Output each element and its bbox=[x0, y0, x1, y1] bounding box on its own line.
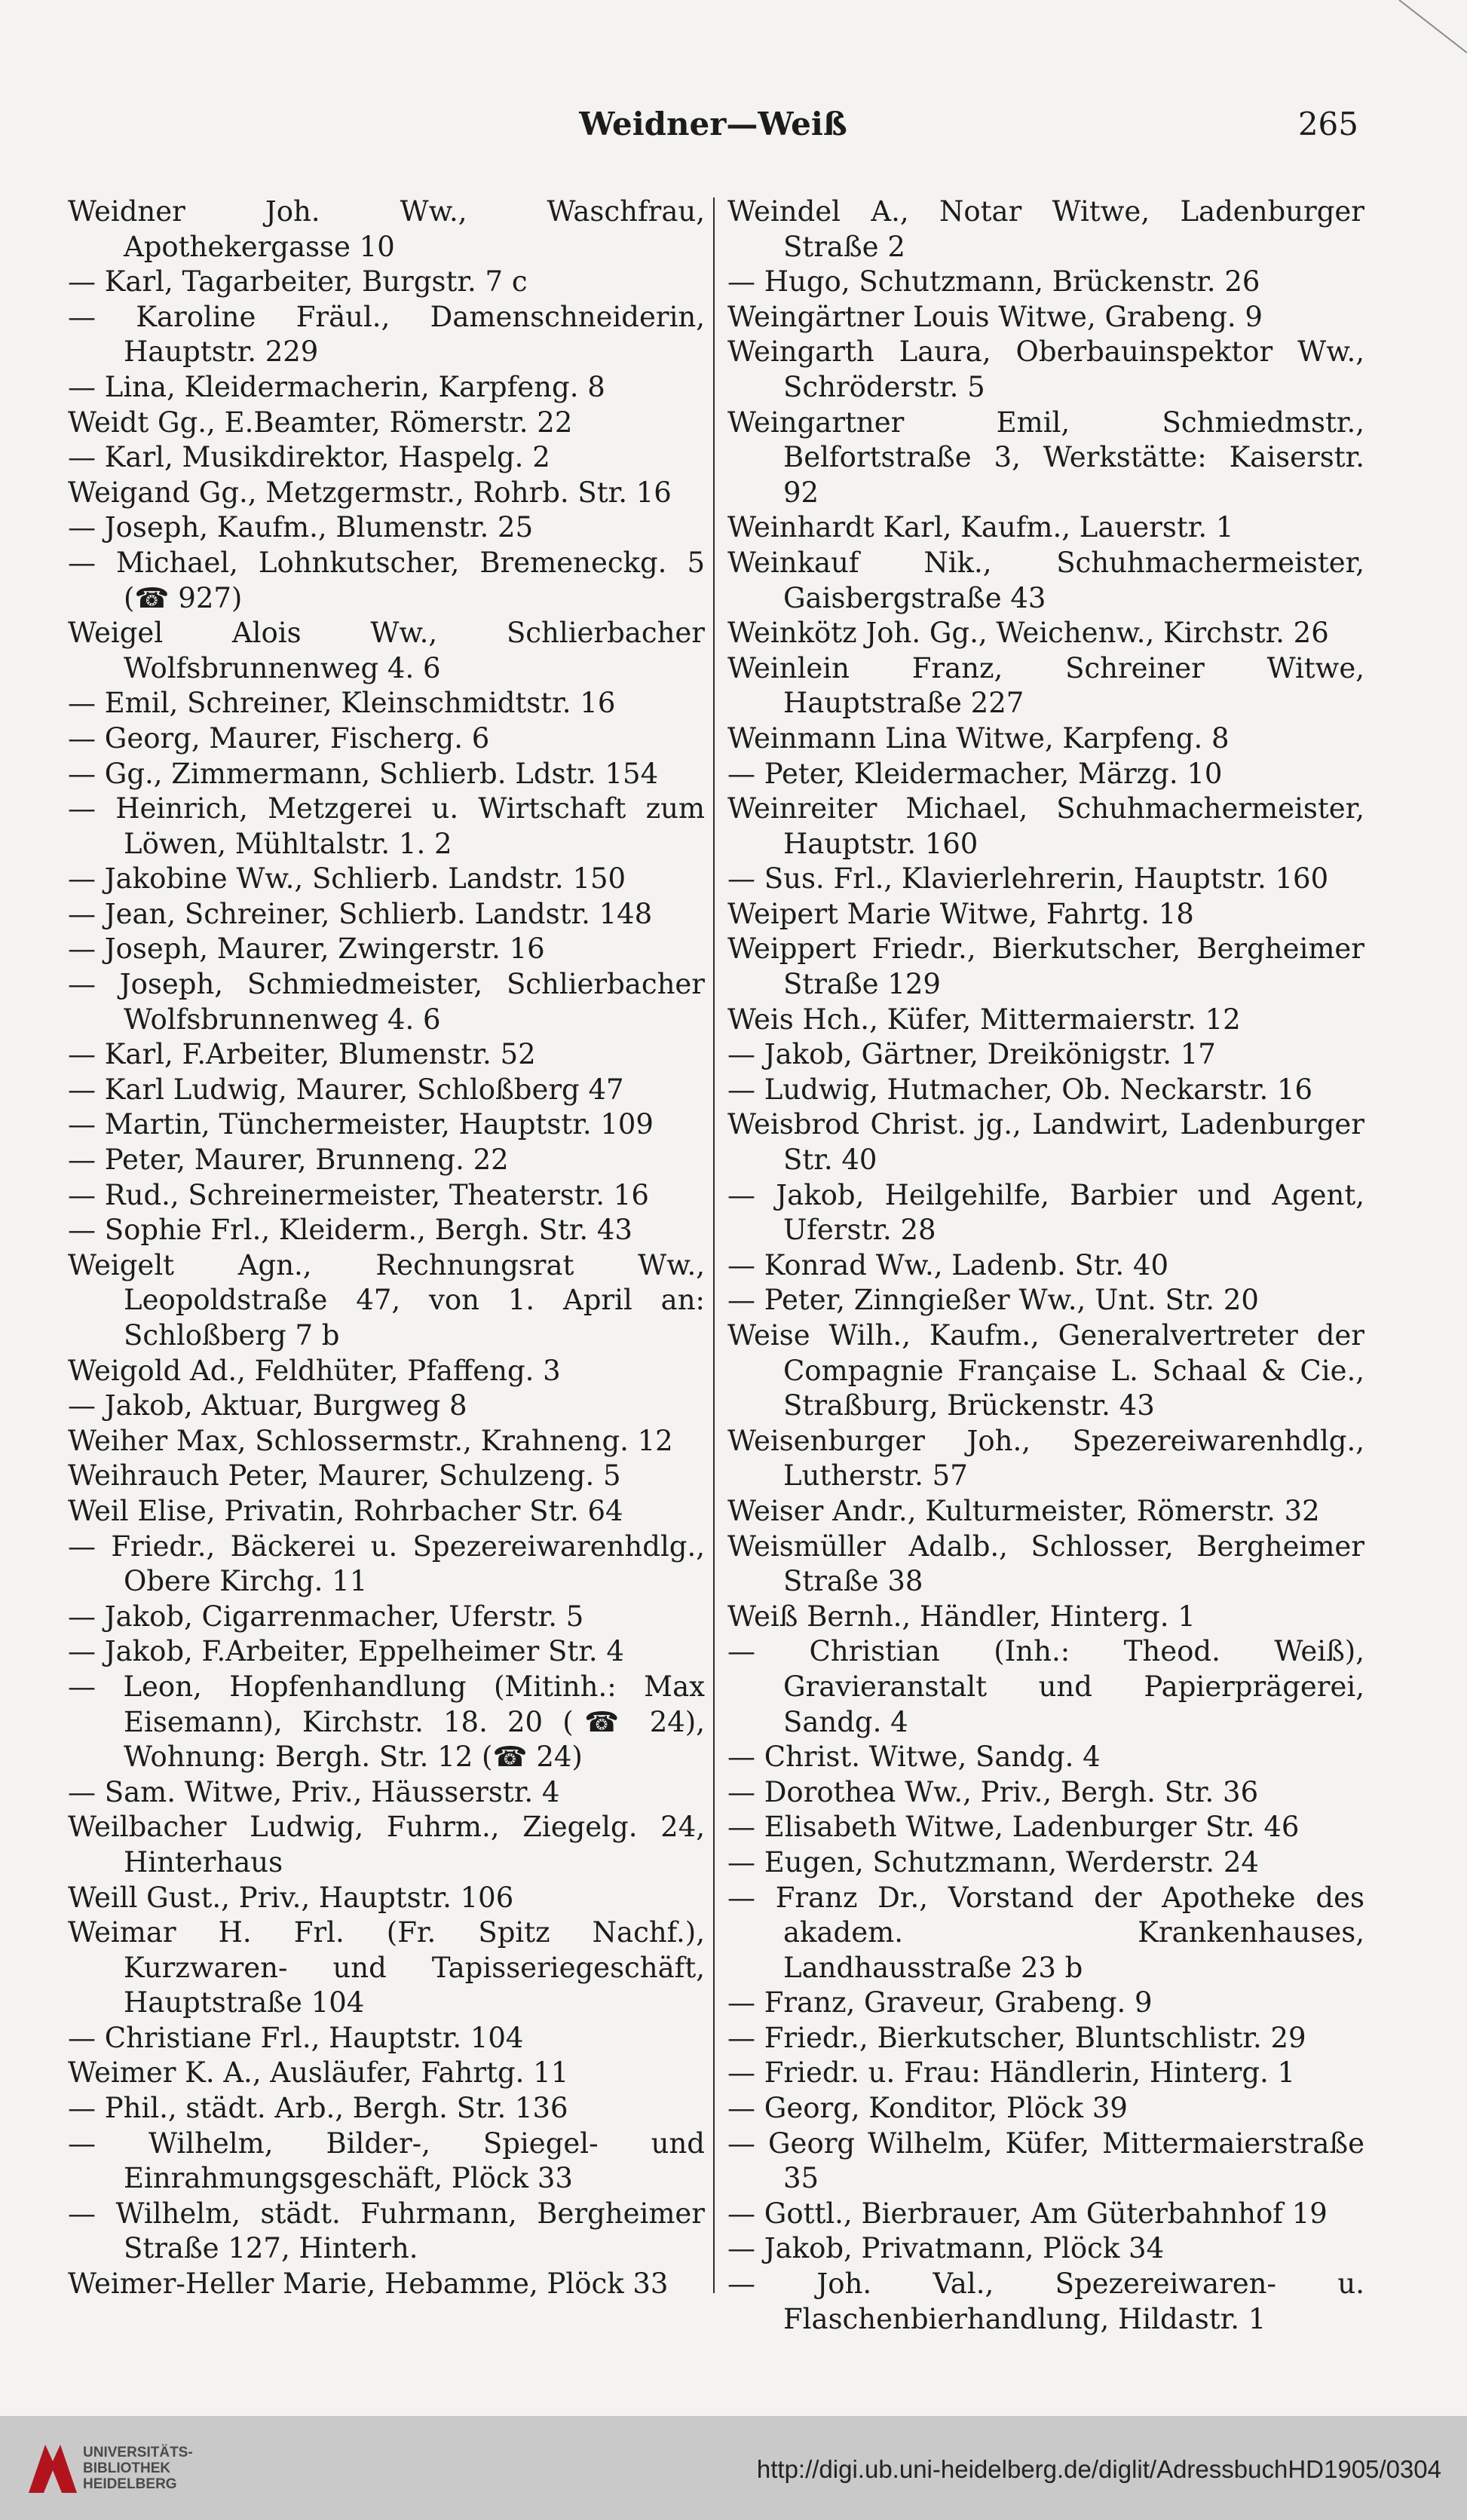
directory-entry: — Karl, Tagarbeiter, Burgstr. 7 c bbox=[68, 265, 528, 299]
directory-entry: — Karl, F.Arbeiter, Blumenstr. 52 bbox=[68, 1038, 536, 1071]
directory-entry: — Jakob, Gärtner, Dreikönigstr. 17 bbox=[727, 1038, 1216, 1071]
directory-entry: Weingarth Laura, Oberbauinspektor Ww., Schröderstr. 5 bbox=[727, 335, 1364, 403]
directory-entry: Weinkötz Joh. Gg., Weichenw., Kirchstr. 26 bbox=[727, 617, 1329, 650]
directory-entry: — Wilhelm, Bilder-, Spiegel- und Einrahmungsgeschäft, Plöck 33 bbox=[68, 2127, 705, 2195]
directory-entry: — Gottl., Bierbrauer, Am Güterbahnhof 19 bbox=[727, 2197, 1328, 2230]
directory-entry: — Jakob, F.Arbeiter, Eppelheimer Str. 4 bbox=[68, 1635, 624, 1668]
directory-entry: — Joh. Val., Spezereiwaren- u. Flaschenbierhandlung, Hildastr. 1 bbox=[727, 2267, 1364, 2335]
directory-entry: — Dorothea Ww., Priv., Bergh. Str. 36 bbox=[727, 1775, 1259, 1808]
directory-entry: Weinhardt Karl, Kaufm., Lauerstr. 1 bbox=[727, 511, 1234, 544]
directory-entry: — Rud., Schreinermeister, Theaterstr. 16 bbox=[68, 1178, 649, 1211]
directory-entry: Weimer-Heller Marie, Hebamme, Plöck 33 bbox=[68, 2267, 669, 2301]
directory-entry: — Joseph, Maurer, Zwingerstr. 16 bbox=[68, 932, 545, 966]
directory-entry: Weise Wilh., Kaufm., Generalvertreter der Compagnie Française L. Schaal & Cie., Straßburg, Brückenstr. 43 bbox=[727, 1319, 1364, 1422]
source-url-link[interactable]: http://digi.ub.uni-heidelberg.de/diglit/AdressbuchHD1905/0304 bbox=[756, 2455, 1441, 2483]
directory-entry: — Peter, Kleidermacher, Märzg. 10 bbox=[727, 757, 1223, 790]
directory-entry: — Heinrich, Metzgerei u. Wirtschaft zum Löwen, Mühltalstr. 1. 2 bbox=[68, 792, 705, 860]
directory-entry: Weiß Bernh., Händler, Hinterg. 1 bbox=[727, 1600, 1196, 1633]
directory-entry: — Jakob, Heilgehilfe, Barbier und Agent, Uferstr. 28 bbox=[727, 1178, 1364, 1247]
directory-entry: — Gg., Zimmermann, Schlierb. Ldstr. 154 bbox=[68, 757, 659, 790]
directory-entry: Weipert Marie Witwe, Fahrtg. 18 bbox=[727, 897, 1194, 930]
directory-entry: — Karl, Musikdirektor, Haspelg. 2 bbox=[68, 441, 550, 474]
directory-entry: — Christ. Witwe, Sandg. 4 bbox=[727, 1741, 1101, 1774]
directory-entry: — Jean, Schreiner, Schlierb. Landstr. 148 bbox=[68, 897, 653, 930]
library-name-line: UNIVERSITÄTS- bbox=[83, 2445, 193, 2460]
directory-entry: Weigel Alois Ww., Schlierbacher Wolfsbrunnenweg 4. 6 bbox=[68, 617, 705, 684]
directory-entry: Weigelt Agn., Rechnungsrat Ww., Leopoldstraße 47, von 1. April an: Schloßberg 7 b bbox=[68, 1248, 705, 1352]
directory-entry: Weilbacher Ludwig, Fuhrm., Ziegelg. 24, Hinterhaus bbox=[68, 1811, 705, 1879]
directory-entry: Weiser Andr., Kulturmeister, Römerstr. 32 bbox=[727, 1494, 1320, 1527]
directory-entry: — Hugo, Schutzmann, Brückenstr. 26 bbox=[727, 265, 1260, 299]
directory-entry: — Emil, Schreiner, Kleinschmidtstr. 16 bbox=[68, 687, 616, 720]
directory-entry: Weismüller Adalb., Schlosser, Bergheimer Straße 38 bbox=[727, 1529, 1364, 1598]
directory-entry: — Jakob, Privatmann, Plöck 34 bbox=[727, 2232, 1165, 2265]
directory-entry: Weisenburger Joh., Spezereiwarenhdlg., Lutherstr. 57 bbox=[727, 1424, 1364, 1493]
directory-entry: — Franz Dr., Vorstand der Apotheke des akadem. Krankenhauses, Landhausstraße 23 b bbox=[727, 1881, 1364, 1984]
directory-entry: — Martin, Tünchermeister, Hauptstr. 109 bbox=[68, 1108, 654, 1141]
directory-entry: Weill Gust., Priv., Hauptstr. 106 bbox=[68, 1881, 514, 1914]
library-name bbox=[83, 2445, 193, 2492]
page-title: Weidner—Weiß bbox=[579, 106, 847, 142]
directory-entry: Weigand Gg., Metzgermstr., Rohrb. Str. 16 bbox=[68, 476, 672, 509]
page-number: 265 bbox=[1297, 106, 1358, 142]
directory-entry: Weihrauch Peter, Maurer, Schulzeng. 5 bbox=[68, 1459, 621, 1493]
directory-entry: Weiher Max, Schlossermstr., Krahneng. 12 bbox=[68, 1424, 673, 1457]
directory-entry: Weingärtner Louis Witwe, Grabeng. 9 bbox=[727, 300, 1263, 333]
directory-entry: — Karoline Fräul., Damenschneiderin, Hauptstr. 229 bbox=[68, 300, 705, 369]
directory-entry: Weil Elise, Privatin, Rohrbacher Str. 64 bbox=[68, 1494, 623, 1527]
library-name-line: BIBLIOTHEK bbox=[83, 2460, 171, 2476]
directory-entry: Weidner Joh. Ww., Waschfrau, Apothekergasse 10 bbox=[68, 195, 705, 263]
directory-entry: Weinkauf Nik., Schuhmachermeister, Gaisbergstraße 43 bbox=[727, 546, 1364, 614]
directory-entry: — Michael, Lohnkutscher, Bremeneckg. 5 (☎ 927) bbox=[68, 546, 705, 614]
directory-entry: Weippert Friedr., Bierkutscher, Bergheimer Straße 129 bbox=[727, 932, 1364, 1001]
directory-entry: — Konrad Ww., Ladenb. Str. 40 bbox=[727, 1248, 1168, 1281]
directory-entry: — Friedr., Bierkutscher, Bluntschlistr. 29 bbox=[727, 2021, 1306, 2054]
directory-entry: — Sophie Frl., Kleiderm., Bergh. Str. 43 bbox=[68, 1214, 632, 1247]
directory-entry: — Georg, Konditor, Plöck 39 bbox=[727, 2092, 1128, 2125]
directory-entry: Weimer K. A., Ausläufer, Fahrtg. 11 bbox=[68, 2056, 569, 2090]
directory-entry: — Leon, Hopfenhandlung (Mitinh.: Max Eisemann), Kirchstr. 18. 20 (☎ 24), Wohnung: Bergh. Str. 12 (☎ 24) bbox=[68, 1670, 705, 1774]
directory-entry: — Friedr. u. Frau: Händlerin, Hinterg. 1 bbox=[727, 2056, 1296, 2090]
footer-bar bbox=[0, 2416, 1467, 2520]
directory-entry: — Karl Ludwig, Maurer, Schloßberg 47 bbox=[68, 1073, 624, 1106]
directory-entry: — Friedr., Bäckerei u. Spezereiwarenhdlg., Obere Kirchg. 11 bbox=[68, 1529, 705, 1598]
directory-entry: Weis Hch., Küfer, Mittermaierstr. 12 bbox=[727, 1003, 1241, 1036]
library-logo-icon bbox=[15, 2431, 90, 2506]
directory-entry: — Jakobine Ww., Schlierb. Landstr. 150 bbox=[68, 862, 626, 896]
directory-entry: — Georg Wilhelm, Küfer, Mittermaierstraße 35 bbox=[727, 2127, 1364, 2195]
directory-entry: Weimar H. Frl. (Fr. Spitz Nachf.), Kurzwaren- und Tapisseriegeschäft, Hauptstraße 104 bbox=[68, 1916, 705, 2019]
library-name-line: HEIDELBERG bbox=[83, 2476, 177, 2492]
directory-entry: — Christiane Frl., Hauptstr. 104 bbox=[68, 2021, 524, 2054]
directory-entry: — Wilhelm, städt. Fuhrmann, Bergheimer Straße 127, Hinterh. bbox=[68, 2197, 705, 2265]
directory-entry: — Phil., städt. Arb., Bergh. Str. 136 bbox=[68, 2092, 568, 2125]
directory-entry: — Eugen, Schutzmann, Werderstr. 24 bbox=[727, 1845, 1259, 1879]
directory-entry: — Peter, Zinngießer Ww., Unt. Str. 20 bbox=[727, 1284, 1259, 1317]
column-divider bbox=[713, 197, 715, 2293]
directory-entry: — Franz, Graveur, Grabeng. 9 bbox=[727, 1986, 1153, 2019]
directory-entry: — Lina, Kleidermacherin, Karpfeng. 8 bbox=[68, 370, 605, 403]
directory-entry: Weingartner Emil, Schmiedmstr., Belfortstraße 3, Werkstätte: Kaiserstr. 92 bbox=[727, 406, 1364, 509]
directory-entry: — Elisabeth Witwe, Ladenburger Str. 46 bbox=[727, 1811, 1300, 1844]
directory-entry: — Ludwig, Hutmacher, Ob. Neckarstr. 16 bbox=[727, 1073, 1313, 1106]
directory-entry: — Joseph, Schmiedmeister, Schlierbacher Wolfsbrunnenweg 4. 6 bbox=[68, 968, 705, 1036]
running-head bbox=[68, 106, 1358, 151]
page-corner-mark bbox=[1377, 0, 1467, 68]
directory-entry: Weindel A., Notar Witwe, Ladenburger Straße 2 bbox=[727, 195, 1364, 263]
directory-entry: Weisbrod Christ. jg., Landwirt, Ladenburger Str. 40 bbox=[727, 1108, 1364, 1177]
directory-entry: — Jakob, Aktuar, Burgweg 8 bbox=[68, 1389, 467, 1422]
directory-entry: Weinreiter Michael, Schuhmachermeister, Hauptstr. 160 bbox=[727, 792, 1364, 860]
directory-entry: — Sus. Frl., Klavierlehrerin, Hauptstr. 160 bbox=[727, 862, 1329, 896]
directory-entry: Weinlein Franz, Schreiner Witwe, Hauptstraße 227 bbox=[727, 651, 1364, 720]
directory-entry: Weidt Gg., E.Beamter, Römerstr. 22 bbox=[68, 406, 573, 439]
directory-entry: — Joseph, Kaufm., Blumenstr. 25 bbox=[68, 511, 534, 544]
directory-entry: — Peter, Maurer, Brunneng. 22 bbox=[68, 1144, 509, 1177]
left-column bbox=[68, 194, 705, 2302]
directory-entry: — Christian (Inh.: Theod. Weiß), Gravieranstalt und Papierprägerei, Sandg. 4 bbox=[727, 1635, 1364, 1738]
directory-entry: — Sam. Witwe, Priv., Häusserstr. 4 bbox=[68, 1775, 560, 1808]
directory-entry: Weigold Ad., Feldhüter, Pfaffeng. 3 bbox=[68, 1354, 561, 1387]
right-column bbox=[727, 194, 1364, 2337]
directory-entry: — Georg, Maurer, Fischerg. 6 bbox=[68, 721, 490, 755]
directory-entry: Weinmann Lina Witwe, Karpfeng. 8 bbox=[727, 721, 1230, 755]
directory-entry: — Jakob, Cigarrenmacher, Uferstr. 5 bbox=[68, 1600, 584, 1633]
